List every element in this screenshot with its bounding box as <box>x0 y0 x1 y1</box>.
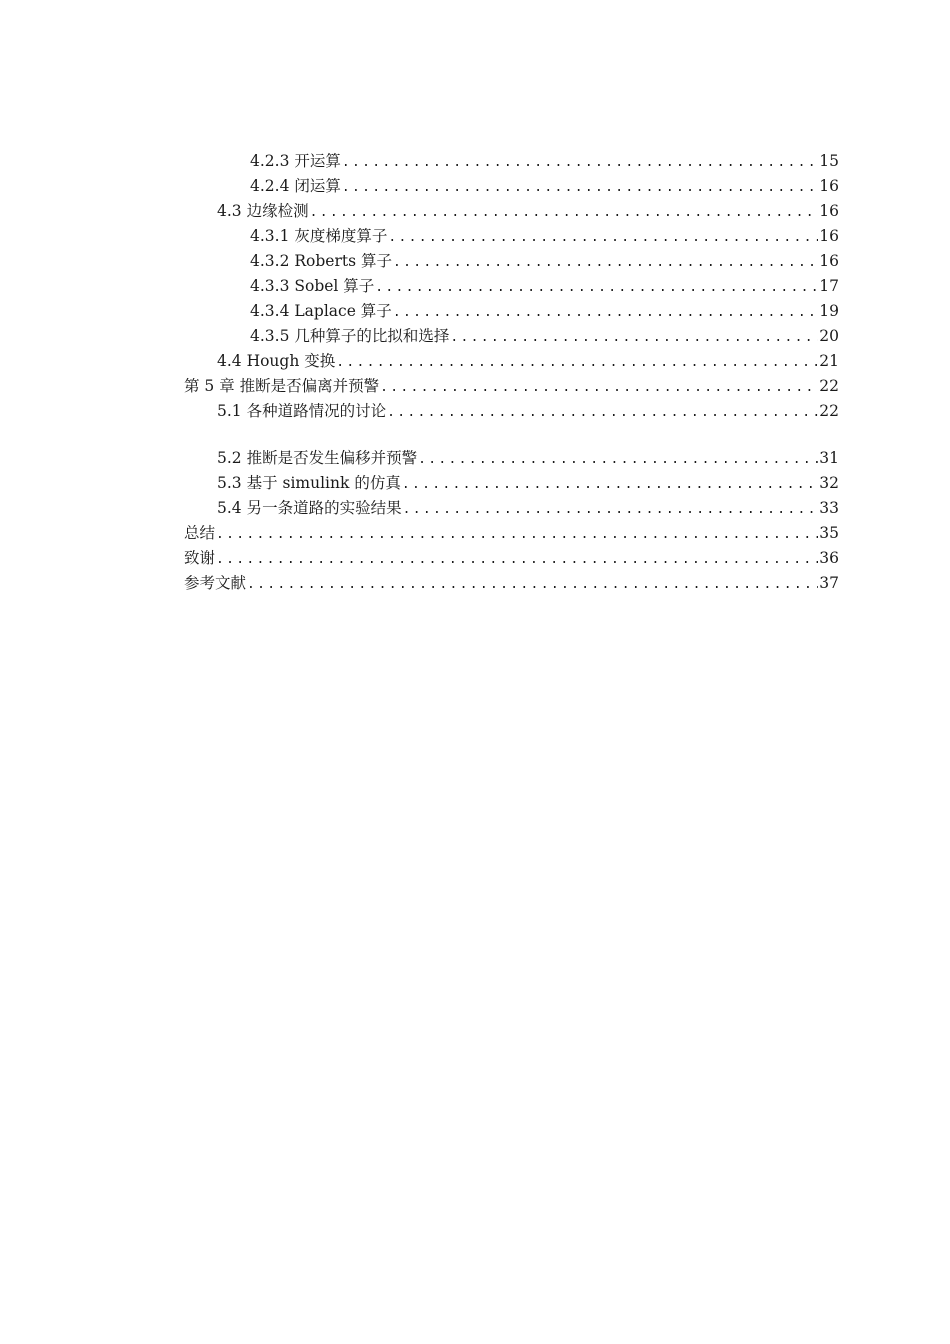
toc-entry-title: 5.4 另一条道路的实验结果 <box>217 499 402 517</box>
toc-entry[interactable] <box>184 149 839 174</box>
toc-dot-leader <box>393 300 818 324</box>
toc-page-number: 16 <box>819 227 839 245</box>
toc-entry-title: 4.3.2 Roberts 算子 <box>250 252 392 270</box>
toc-dot-leader <box>402 472 818 496</box>
toc-entry-title: 4.4 Hough 变换 <box>217 352 336 370</box>
toc-entry[interactable] <box>184 374 839 399</box>
toc-entry-title: 4.3.4 Laplace 算子 <box>250 302 392 320</box>
toc-entry-title: 5.3 基于 simulink 的仿真 <box>217 474 401 492</box>
toc-entry-title: 4.3.1 灰度梯度算子 <box>250 227 388 245</box>
toc-page-number: 22 <box>819 377 839 395</box>
toc-dot-leader <box>418 447 818 471</box>
toc-entry[interactable] <box>184 571 839 596</box>
toc-entry-title: 4.2.3 开运算 <box>250 152 341 170</box>
toc-entry[interactable] <box>184 546 839 571</box>
toc-entry-title: 4.3.5 几种算子的比拟和选择 <box>250 327 450 345</box>
toc-dot-leader <box>216 547 818 571</box>
toc-entry-title: 5.2 推断是否发生偏移并预警 <box>217 449 418 467</box>
toc-entry[interactable] <box>184 496 839 521</box>
toc-entry-title: 4.2.4 闭运算 <box>250 177 341 195</box>
toc-page-number: 19 <box>819 302 839 320</box>
toc-dot-leader <box>342 175 818 199</box>
toc-entry[interactable] <box>184 471 839 496</box>
table-of-contents <box>184 149 839 596</box>
toc-entry[interactable] <box>184 399 839 424</box>
toc-dot-leader <box>388 225 818 249</box>
toc-entry[interactable] <box>184 349 839 374</box>
toc-entry-title: 参考文献 <box>184 574 247 592</box>
toc-entry[interactable] <box>184 446 839 471</box>
toc-page-number: 22 <box>819 402 839 420</box>
toc-dot-leader <box>336 350 818 374</box>
toc-dot-leader <box>375 275 818 299</box>
toc-page-number: 32 <box>819 474 839 492</box>
toc-entry[interactable] <box>184 274 839 299</box>
toc-entry[interactable] <box>184 521 839 546</box>
toc-dot-leader <box>247 572 818 596</box>
toc-page-number: 16 <box>819 177 839 195</box>
toc-dot-leader <box>216 522 818 546</box>
toc-entry-title: 4.3.3 Sobel 算子 <box>250 277 375 295</box>
toc-page-number: 33 <box>819 499 839 517</box>
toc-page-number: 17 <box>819 277 839 295</box>
toc-page-number: 36 <box>819 549 839 567</box>
toc-dot-leader <box>387 400 818 424</box>
toc-dot-leader <box>380 375 818 399</box>
toc-entry-title: 第 5 章 推断是否偏离并预警 <box>184 377 380 395</box>
toc-page-number: 15 <box>819 152 839 170</box>
toc-page-number: 31 <box>819 449 839 467</box>
toc-entry[interactable] <box>184 249 839 274</box>
toc-entry[interactable] <box>184 224 839 249</box>
toc-page-number: 16 <box>819 252 839 270</box>
toc-entry[interactable] <box>184 199 839 224</box>
toc-entry-title: 致谢 <box>184 549 216 567</box>
toc-dot-leader <box>393 250 818 274</box>
toc-page-number: 20 <box>819 327 839 345</box>
toc-entry-title: 4.3 边缘检测 <box>217 202 309 220</box>
toc-page-number: 37 <box>819 574 839 592</box>
toc-page-number: 16 <box>819 202 839 220</box>
toc-page-number: 21 <box>819 352 839 370</box>
toc-dot-leader <box>342 150 818 174</box>
toc-entry-title: 5.1 各种道路情况的讨论 <box>217 402 387 420</box>
toc-dot-leader <box>310 200 818 224</box>
toc-dot-leader <box>403 497 818 521</box>
toc-entry-title: 总结 <box>184 524 216 542</box>
toc-entry[interactable] <box>184 324 839 349</box>
toc-dot-leader <box>450 325 818 349</box>
toc-entry[interactable] <box>184 174 839 199</box>
toc-page-number: 35 <box>819 524 839 542</box>
toc-entry[interactable] <box>184 299 839 324</box>
